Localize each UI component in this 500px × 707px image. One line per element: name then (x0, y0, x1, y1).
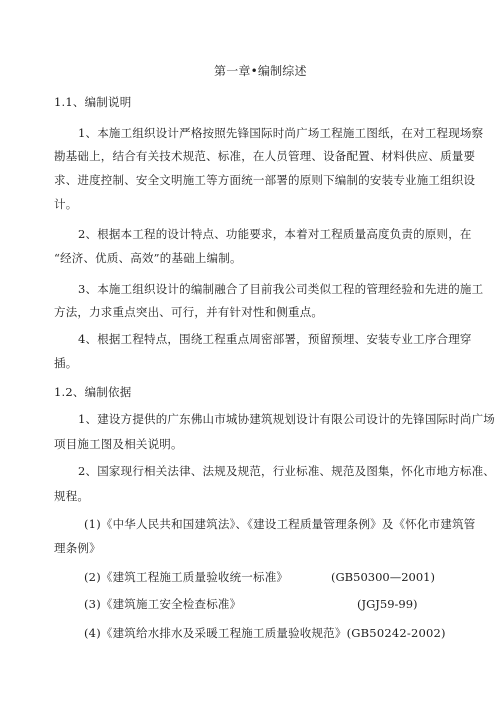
paragraph-1-line-3: 求、进度控制、安全文明施工等方面统一部署的原则下编制的安装专业施工组织设 (54, 173, 476, 187)
paragraph-1-line-4: 计。 (54, 197, 78, 211)
basis-paragraph-1-line-1: 1、建设方提供的广东佛山市城协建筑规划设计有限公司设计的先锋国际时尚广场 (78, 412, 496, 426)
basis-paragraph-1-line-2: 项目施工图及相关说明。 (54, 437, 183, 451)
paragraph-4-line-2: 插。 (54, 356, 78, 370)
regulation-item-1-line-1: (1)《中华人民共和国建筑法》、《建设工程质量管理条例》及《怀化市建筑管 (84, 517, 476, 531)
paragraph-4-line-1: 4、根据工程特点，围绕工程重点周密部署，预留预埋、安装专业工序合理穿 (78, 332, 472, 346)
paragraph-1-line-2: 勘基础上，结合有关技术规范、标准，在人员管理、设备配置、材料供应、质量要 (54, 149, 476, 163)
paragraph-2-line-2: “经济、优质、高效”的基础上编制。 (54, 251, 242, 265)
regulation-item-2: (2)《建筑工程施工质量验收统一标准》 (84, 570, 289, 584)
paragraph-2-line-1: 2、根据本工程的设计特点、功能要求，本着对工程质量高度负责的原则，在 (78, 227, 472, 241)
regulation-item-3: (3)《建筑施工安全检查标准》 (84, 597, 242, 611)
regulation-item-3-code: (JGJ59-99) (357, 597, 418, 611)
regulation-item-2-code: (GB50300—2001) (331, 570, 435, 584)
chapter-title: 第一章•编制综述 (214, 64, 307, 78)
basis-paragraph-2-line-2: 规程。 (54, 489, 90, 503)
paragraph-1-line-1: 1、本施工组织设计严格按照先锋国际时尚广场工程施工图纸，在对工程现场察 (78, 126, 484, 140)
regulation-item-4: (4)《建筑给水排水及采暖工程施工质量验收规范》(GB50242-2002) (84, 626, 446, 640)
regulation-item-1-line-2: 理条例》 (54, 541, 101, 555)
paragraph-3-line-1: 3、本施工组织设计的编制融合了目前我公司类似工程的管理经验和先进的施工 (78, 282, 484, 296)
section-heading-1-1: 1.1、编制说明 (54, 95, 132, 109)
section-heading-1-2: 1.2、编制依据 (54, 385, 132, 399)
basis-paragraph-2-line-1: 2、国家现行相关法律、法规及规范，行业标准、规范及图集，怀化市地方标准、 (78, 464, 496, 478)
paragraph-3-line-2: 方法，力求重点突出、可行，并有针对性和侧重点。 (54, 305, 324, 319)
